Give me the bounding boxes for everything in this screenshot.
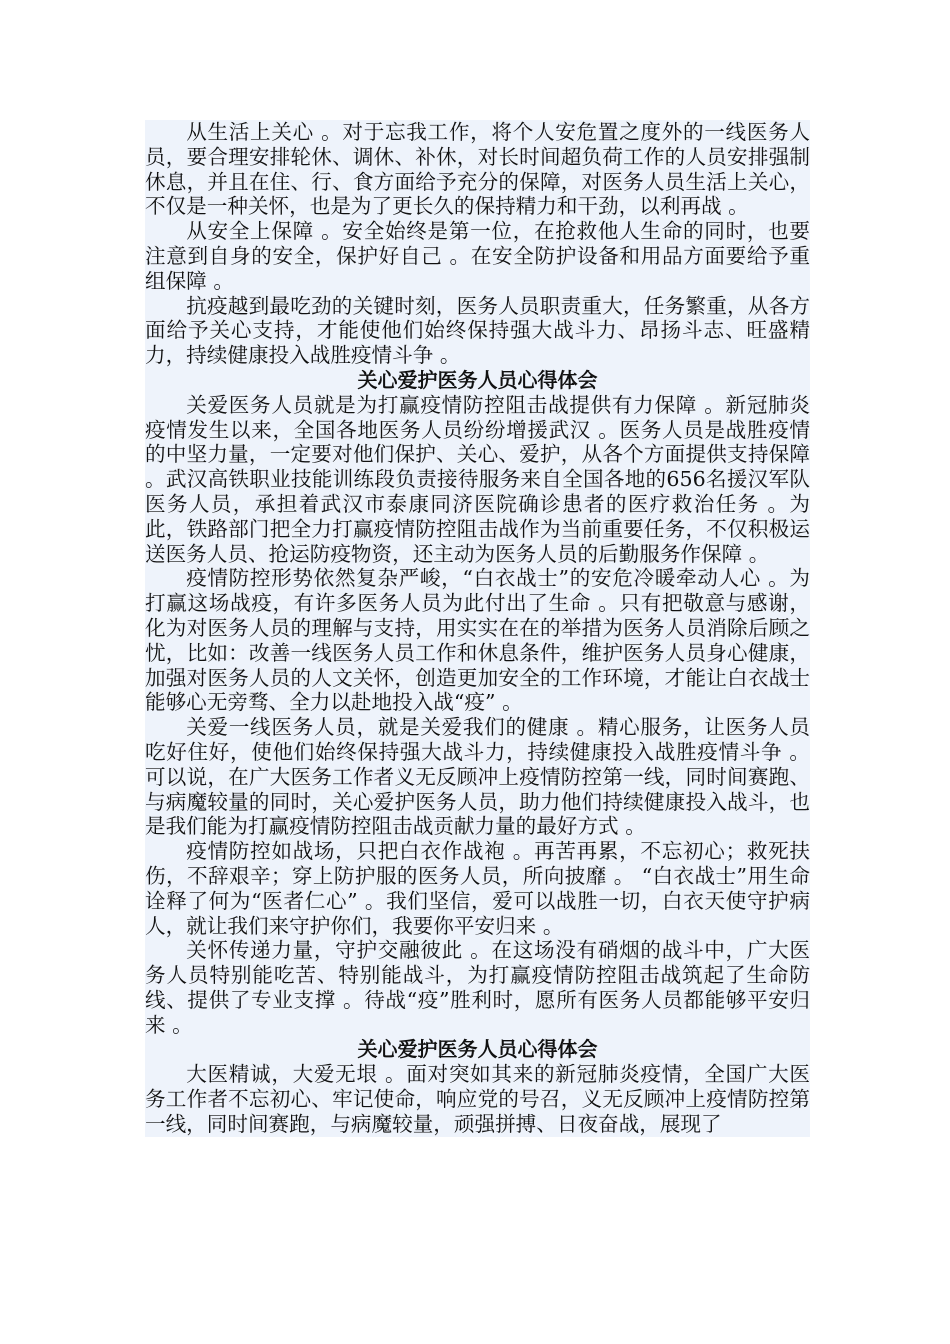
paragraph: 疫情防控如战场，只把白衣作战袍 。再苦再累，不忘初心；救死扶伤，不辞艰辛；穿上防护服的医务人员，所向披靡 。 “白衣战士”用生命诠释了何为“医者仁心” 。我们坚信，爱可以战胜一切，白衣天使守护病人，就让我们来守护你们，我要你平安归来 。 [145,839,810,938]
paragraph: 关爱医务人员就是为打赢疫情防控阻击战提供有力保障 。新冠肺炎疫情发生以来，全国各地医务人员纷纷增援武汉 。医务人员是战胜疫情的中坚力量，一定要对他们保护、关心、爱护，从各个方面提供支持保障 。武汉高铁职业技能训练段负责接待服务来自全国各地的656名援汉军队医务人员，承担着武汉市泰康同济医院确诊患者的医疗救治任务 。为此，铁路部门把全力打赢疫情防控阻击战作为当前重要任务，不仅积极运送医务人员、抢运防疫物资，还主动为医务人员的后勤服务作保障 。 [145,392,810,566]
section-heading: 关心爱护医务人员心得体会 [357,1037,598,1062]
paragraph: 疫情防控形势依然复杂严峻，“白衣战士”的安危冷暖牵动人心 。为打赢这场战疫，有许多医务人员为此付出了生命 。只有把敬意与感谢，化为对医务人员的理解与支持，用实实在在的举措为医务人员消除后顾之忧，比如：改善一线医务人员工作和休息条件，维护医务人员身心健康，加强对医务人员的人文关怀，创造更加安全的工作环境，才能让白衣战士能够心无旁骛、全力以赴地投入战“疫” 。 [145,566,810,715]
paragraph: 从安全上保障 。安全始终是第一位，在抢救他人生命的同时，也要注意到自身的安全，保护好自己 。在安全防护设备和用品方面要给予重组保障 。 [145,219,810,293]
paragraph: 关爱一线医务人员，就是关爱我们的健康 。精心服务，让医务人员吃好住好，使他们始终保持强大战斗力，持续健康投入战胜疫情斗争 。可以说，在广大医务工作者义无反顾冲上疫情防控第一线，同时间赛跑、与病魔较量的同时，关心爱护医务人员，助力他们持续健康投入战斗，也是我们能为打赢疫情防控阻击战贡献力量的最好方式 。 [145,715,810,839]
document-body [145,120,810,1137]
paragraph: 从生活上关心 。对于忘我工作，将个人安危置之度外的一线医务人员，要合理安排轮休、调休、补休，对长时间超负荷工作的人员安排强制休息，并且在住、行、食方面给予充分的保障，对医务人员生活上关心，不仅是一种关怀，也是为了更长久的保持精力和干劲，以利再战 。 [145,120,810,219]
paragraph: 关怀传递力量，守护交融彼此 。在这场没有硝烟的战斗中，广大医务人员特别能吃苦、特别能战斗，为打赢疫情防控阻击战筑起了生命防线、提供了专业支撑 。待战“疫”胜利时，愿所有医务人员都能够平安归来 。 [145,938,810,1037]
paragraph: 抗疫越到最吃劲的关键时刻，医务人员职责重大，任务繁重，从各方面给予关心支持，才能使他们始终保持强大战斗力、昂扬斗志、旺盛精力，持续健康投入战胜疫情斗争 。 [145,293,810,368]
paragraph: 大医精诚，大爱无垠 。面对突如其来的新冠肺炎疫情，全国广大医务工作者不忘初心、牢记使命，响应党的号召，义无反顾冲上疫情防控第一线，同时间赛跑，与病魔较量，顽强拼搏、日夜奋战，展现了 [145,1062,810,1136]
section-heading: 关心爱护医务人员心得体会 [357,367,598,392]
